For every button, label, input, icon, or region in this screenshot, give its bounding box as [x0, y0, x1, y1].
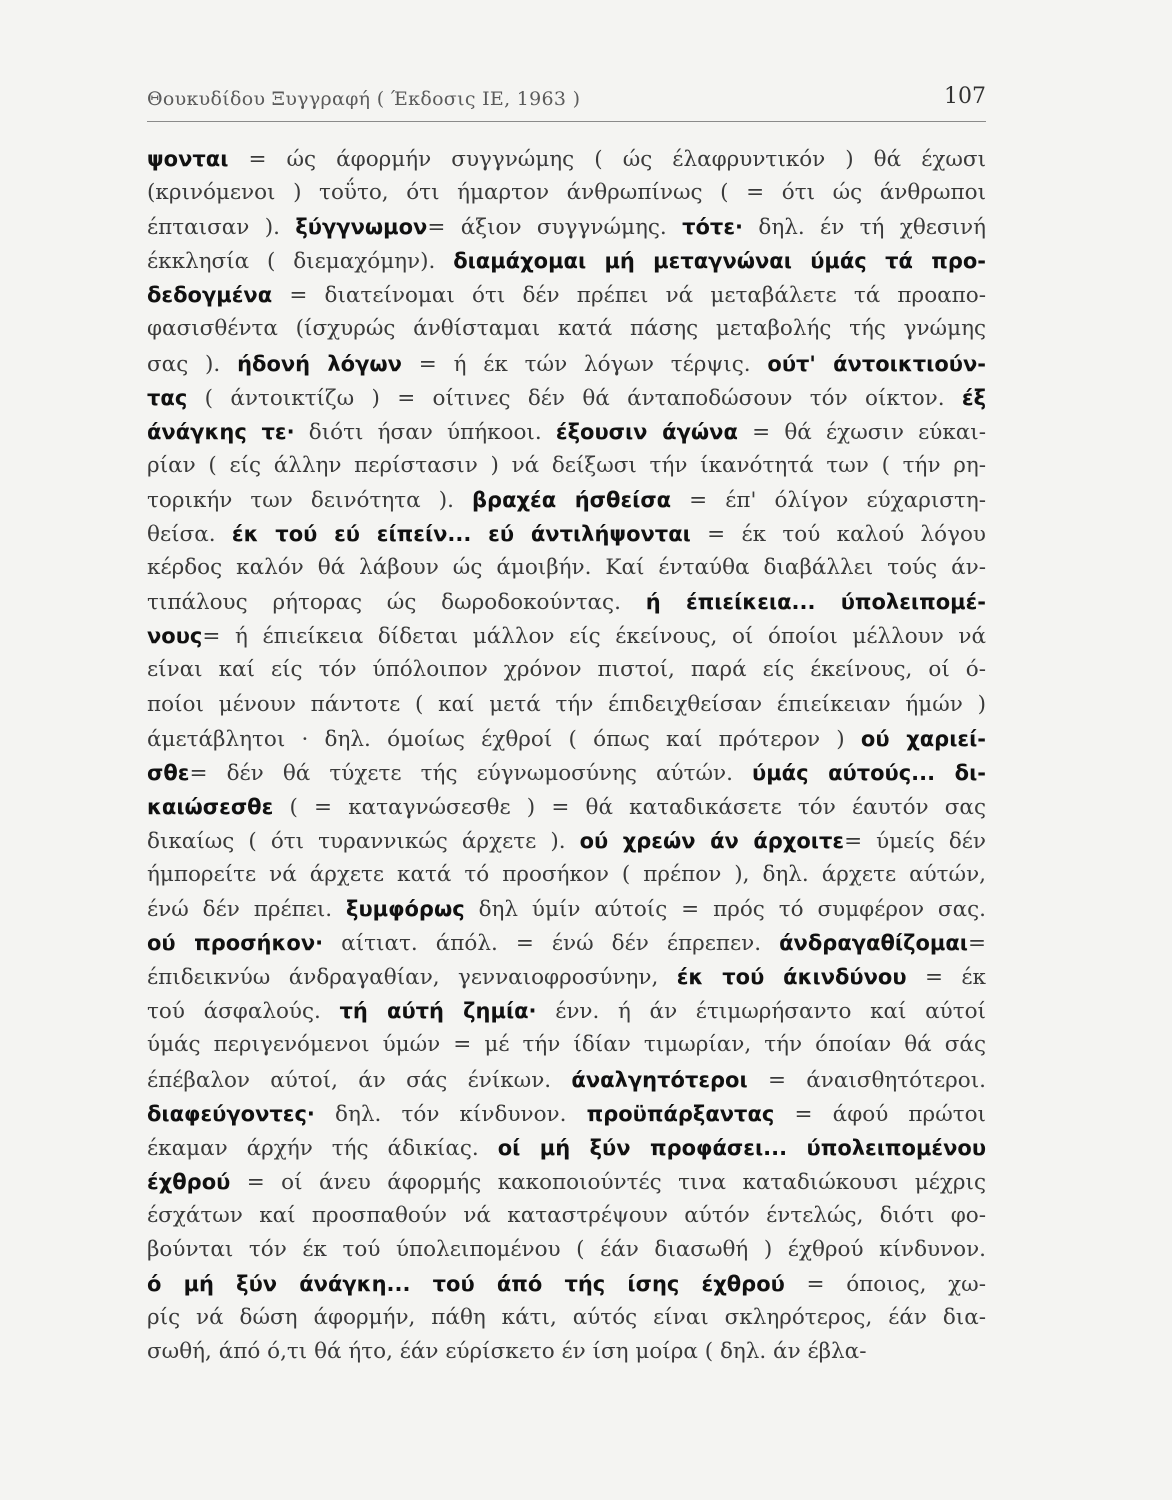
- lemma-term: ό μή ξύν άνάγκη... τού άπό τής ίσης έχθρού: [147, 1272, 785, 1297]
- text-line: [147, 1233, 986, 1267]
- text-line: [147, 1028, 986, 1062]
- gloss-text: θείσα.: [147, 522, 232, 548]
- text-line: [147, 653, 986, 687]
- lemma-term: καιώσεσθε: [147, 794, 274, 819]
- lemma-term: ψονται: [147, 147, 229, 171]
- gloss-text: ποίοι μένουν πάντοτε ( καί μετά τήν έπιδειχθείσαν έπιείκειαν ήμών ): [147, 691, 986, 717]
- gloss-text: άμετάβλητοι · δηλ. όμοίως έχθροί ( όπως καί πρότερον ): [147, 726, 861, 752]
- gloss-text: ( = καταγνώσεσθε ) = θά καταδικάσετε τόν έαυτόν σας: [273, 794, 986, 820]
- text-line: [147, 756, 986, 790]
- gloss-text: φασισθέντα (ίσχυρώς άνθίσταμαι κατά πάσης μεταβολής τής γνώμης: [147, 316, 986, 342]
- lemma-term: άνάγκης τε·: [147, 419, 295, 444]
- text-line: [147, 347, 986, 381]
- text-line: [147, 619, 986, 653]
- text-line: [147, 1063, 986, 1097]
- page-number: 107: [944, 84, 986, 109]
- text-line: [147, 312, 986, 346]
- gloss-text: = ύμείς δέν: [844, 828, 986, 854]
- lemma-term: οί μή ξύν προφάσει... ύπολειπομένου: [497, 1135, 986, 1160]
- lemma-term: άναλγητότεροι: [571, 1067, 748, 1092]
- gloss-text: κέρδος καλόν θά λάβουν ώς άμοιβήν. Καί ένταύθα διαβάλλει τούς άν-: [147, 555, 986, 581]
- lemma-term: ού χρεών άν άρχοιτε: [579, 828, 845, 853]
- text-line: [147, 449, 986, 483]
- gloss-text: αίτιατ. άπόλ. = ένώ δέν έπρεπεν.: [323, 931, 780, 957]
- lemma-term: διαφεύγοντες·: [147, 1101, 315, 1126]
- text-line: [147, 278, 986, 312]
- gloss-text: = ώς άφορμήν συγγνώμης ( ώς έλαφρυντικόν ) θά έχωσι: [228, 147, 986, 172]
- gloss-text: τιπάλους ρήτορας ώς δωροδοκούντας.: [147, 590, 646, 616]
- gloss-text: = έκ: [906, 965, 986, 991]
- text-line: [147, 176, 986, 210]
- lemma-term: ξυμφόρως: [346, 897, 465, 922]
- text-line: [147, 551, 986, 585]
- gloss-text: έσχάτων καί προσπαθούν νά καταστρέψουν αύτόν έντελώς, διότι φο-: [147, 1202, 986, 1228]
- gloss-text: δηλ. έν τή χθεσινή: [743, 215, 986, 241]
- gloss-text: ήμπορείτε νά άρχετε κατά τό προσήκον ( πρέπον ), δηλ. άρχετε αύτών,: [147, 861, 986, 887]
- lemma-term: τότε·: [682, 215, 743, 240]
- text-line: [147, 722, 986, 756]
- lemma-term: άνδραγαθίζομαι: [779, 931, 968, 956]
- text-line: [147, 210, 986, 244]
- lemma-term: έκ τού άκινδύνου: [676, 965, 907, 990]
- gloss-text: ένν. ή άν έτιμωρήσαντο καί αύτοί: [536, 999, 986, 1025]
- text-line: [147, 415, 986, 449]
- gloss-text: = διατείνομαι ότι δέν πρέπει νά μεταβάλετε τά προαπο-: [272, 283, 986, 309]
- lemma-term: τας: [147, 385, 188, 410]
- text-line: [147, 381, 986, 415]
- text-line: [147, 1335, 986, 1369]
- header-title: Θουκυδίδου Ξυγγραφή ( Έκδοσις ΙΕ, 1963 ): [147, 88, 581, 110]
- text-line: [147, 517, 986, 551]
- body-text: [147, 142, 986, 1369]
- text-line: [147, 1131, 986, 1165]
- text-line: [147, 585, 986, 619]
- gloss-text: = ή έκ τών λόγων τέρψις.: [401, 351, 768, 377]
- lemma-term: σθε: [147, 760, 190, 785]
- lemma-term: διαμάχομαι μή μεταγνώναι ύμάς τά προ-: [453, 249, 986, 274]
- gloss-text: = έπ' όλίγον εύχαριστη-: [671, 487, 986, 513]
- gloss-text: έπιδεικνύω άνδραγαθίαν, γενναιοφροσύνην,: [147, 965, 677, 991]
- gloss-text: = έκ τού καλού λόγου: [690, 522, 986, 548]
- lemma-term: ήδονή λόγων: [237, 351, 402, 376]
- text-line: [147, 244, 986, 278]
- gloss-text: δηλ. τόν κίνδυνον.: [314, 1101, 587, 1127]
- gloss-text: = ή έπιείκεια δίδεται μάλλον είς έκείνους, οί όποίοι μέλλουν νά: [202, 624, 986, 650]
- gloss-text: ρίς νά δώση άφορμήν, πάθη κάτι, αύτός είναι σκληρότερος, έάν δια-: [147, 1305, 986, 1331]
- text-line: [147, 688, 986, 722]
- gloss-text: ύμάς περιγενόμενοι ύμών = μέ τήν ίδίαν τιμωρίαν, τήν όποίαν θά σάς: [147, 1032, 986, 1058]
- gloss-text: ένώ δέν πρέπει.: [147, 897, 347, 923]
- text-line: [147, 1199, 986, 1233]
- text-line: [147, 892, 986, 926]
- lemma-term: ού προσήκον·: [147, 931, 324, 956]
- lemma-term: έξ: [961, 385, 986, 410]
- lemma-term: ή έπιείκεια... ύπολειπομέ-: [645, 590, 986, 615]
- text-line: [147, 483, 986, 517]
- gloss-text: = όποιος, χω-: [784, 1272, 986, 1298]
- gloss-text: = οί άνευ άφορμής κακοποιούντές τινα καταδιώκουσι μέχρις: [230, 1169, 986, 1195]
- lemma-term: ούτ' άντοικτιούν-: [767, 351, 986, 376]
- gloss-text: ρίαν ( είς άλλην περίστασιν ) νά δείξωσι τήν ίκανότητά των ( τήν ρη-: [147, 452, 986, 478]
- lemma-term: έξουσιν άγώνα: [555, 419, 738, 444]
- text-line: [147, 1097, 986, 1131]
- gloss-text: σωθή, άπό ό,τι θά ήτο, έάν εύρίσκετο έν ίση μοίρα ( δηλ. άν έβλα-: [147, 1339, 867, 1365]
- gloss-text: είναι καί είς τόν ύπόλοιπον χρόνον πιστοί, παρά είς έκείνους, οί ό-: [147, 657, 986, 683]
- gloss-text: = δέν θά τύχετε τής εύγνωμοσύνης αύτών.: [189, 760, 753, 786]
- lemma-term: ού χαριεί-: [860, 726, 986, 751]
- gloss-text: = άξιον συγγνώμης.: [427, 215, 683, 241]
- gloss-text: δηλ ύμίν αύτοίς = πρός τό συμφέρον σας.: [464, 897, 986, 923]
- lemma-term: ύμάς αύτούς... δι-: [752, 760, 986, 785]
- lemma-term: έχθρού: [147, 1169, 231, 1194]
- lemma-term: προϋπάρξαντας: [586, 1101, 775, 1126]
- gloss-text: =: [967, 931, 986, 957]
- gloss-text: έπταισαν ).: [147, 215, 296, 241]
- gloss-text: (κρινόμενοι ) τοΰτο, ότι ήμαρτον άνθρωπίνως ( = ότι ώς άνθρωποι: [147, 180, 986, 206]
- gloss-text: = άναισθητότεροι.: [747, 1067, 986, 1093]
- text-line: [147, 926, 986, 960]
- text-line: [147, 824, 986, 858]
- gloss-text: = θά έχωσιν εύκαι-: [737, 419, 986, 445]
- gloss-text: σας ).: [147, 351, 238, 377]
- lemma-term: νους: [147, 624, 203, 649]
- gloss-text: διότι ήσαν ύπήκοοι.: [294, 419, 556, 445]
- lemma-term: δεδογμένα: [147, 283, 273, 308]
- gloss-text: δικαίως ( ότι τυραννικώς άρχετε ).: [147, 828, 580, 854]
- gloss-text: έκαμαν άρχήν τής άδικίας.: [147, 1135, 498, 1161]
- lemma-term: βραχέα ήσθείσα: [472, 487, 672, 512]
- gloss-text: έπέβαλον αύτοί, άν σάς ένίκων.: [147, 1067, 572, 1093]
- text-line: [147, 1165, 986, 1199]
- text-line: [147, 790, 986, 824]
- lemma-term: έκ τού εύ είπείν... εύ άντιλήψονται: [231, 522, 691, 547]
- lemma-term: ξύγγνωμον: [295, 215, 428, 240]
- gloss-text: τού άσφαλούς.: [147, 999, 340, 1025]
- gloss-text: βούνται τόν έκ τού ύπολειπομένου ( έάν διασωθή ) έχθρού κίνδυνον.: [147, 1237, 986, 1262]
- text-line: [147, 1267, 986, 1301]
- gloss-text: τορικήν των δεινότητα ).: [147, 487, 473, 513]
- lemma-term: τή αύτή ζημία·: [339, 999, 537, 1024]
- text-line: [147, 994, 986, 1028]
- text-line: [147, 858, 986, 892]
- gloss-text: ( άντοικτίζω ) = οίτινες δέν θά άνταποδώσουν τόν οίκτον.: [187, 385, 962, 411]
- text-line: [147, 960, 986, 994]
- header-rule: [147, 121, 986, 122]
- gloss-text: = άφού πρώτοι: [774, 1101, 986, 1127]
- gloss-text: έκκλησία ( διεμαχόμην).: [147, 249, 454, 275]
- text-line: [147, 142, 986, 176]
- running-header: [147, 80, 986, 120]
- text-line: [147, 1301, 986, 1335]
